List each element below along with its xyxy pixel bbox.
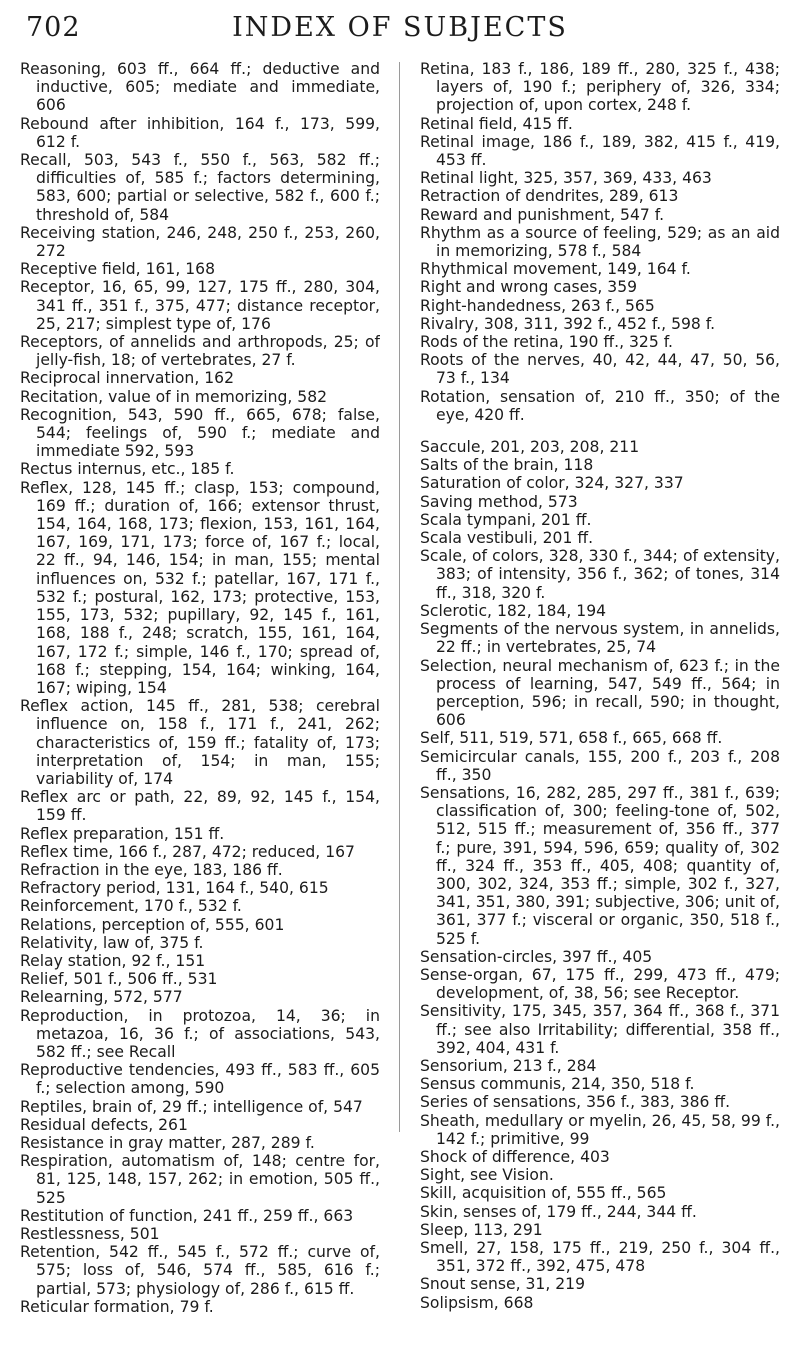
index-entry: Rotation, sensation of, 210 ff., 350; of the eye, 420 ff. bbox=[420, 387, 780, 424]
index-entry: Relations, perception of, 555, 601 bbox=[20, 915, 285, 934]
index-entry: Sight, see Vision. bbox=[420, 1166, 554, 1185]
index-entry: Restitution of function, 241 ff., 259 ff., 663 bbox=[20, 1206, 354, 1225]
index-entry: Rectus internus, etc., 185 f. bbox=[20, 460, 235, 479]
index-entry: Reflex preparation, 151 ff. bbox=[20, 824, 225, 843]
index-entry: Reward and punishment, 547 f. bbox=[420, 205, 665, 224]
index-entry: Reflex arc or path, 22, 89, 92, 145 f., 154, 159 ff. bbox=[20, 788, 380, 825]
page-header bbox=[26, 12, 774, 46]
index-entry: Receiving station, 246, 248, 250 f., 253, 260, 272 bbox=[20, 223, 380, 261]
index-entry: Receptors, of annelids and arthropods, 25; of jelly-fish, 18; of vertebrates, 27 f. bbox=[20, 333, 380, 370]
index-entry: Reciprocal innervation, 162 bbox=[20, 369, 234, 388]
index-entry: Reproductive tendencies, 493 ff., 583 ff., 605 f.; selection among, 590 bbox=[20, 1061, 380, 1098]
index-entry: Smell, 27, 158, 175 ff., 219, 250 f., 304 ff., 351, 372 ff., 392, 475, 478 bbox=[420, 1239, 780, 1276]
index-entry: Roots of the nerves, 40, 42, 44, 47, 50, 56, 73 f., 134 bbox=[420, 351, 780, 388]
right-column-s-entries bbox=[420, 438, 780, 1312]
index-entry: Sensations, 16, 282, 285, 297 ff., 381 f., 639; classification of, 300; feeling-tone of, 502, 512, 515 ff.; measurement of, 356 ff., 377 f.; pure, 391, 594, 596, 659; quality of, 302 ff., 324 ff., 353 ff., 405, 408; quantity of, 300, 302, 324, 353 ff.; simple, 302 f., 327, 341, 351, 380, 391; subjective, 306; unit of, 361, 377 f.; visceral or organic, 350, 518 f., 525 f. bbox=[420, 783, 780, 948]
column-divider bbox=[399, 62, 400, 1132]
index-entry: Series of sensations, 356 f., 383, 386 ff. bbox=[420, 1093, 731, 1112]
index-entry: Saturation of color, 324, 327, 337 bbox=[420, 474, 684, 493]
right-column bbox=[420, 60, 780, 1340]
index-entry: Sensus communis, 214, 350, 518 f. bbox=[420, 1075, 695, 1094]
index-entry: Reptiles, brain of, 29 ff.; intelligence of, 547 bbox=[20, 1097, 363, 1116]
index-entry: Recitation, value of in memorizing, 582 bbox=[20, 387, 328, 406]
index-entry: Right and wrong cases, 359 bbox=[420, 278, 638, 297]
index-entry: Receptive field, 161, 168 bbox=[20, 260, 216, 279]
index-entry: Retraction of dendrites, 289, 613 bbox=[420, 187, 679, 206]
index-entry: Reasoning, 603 ff., 664 ff.; deductive and inductive, 605; mediate and immediate, 606 bbox=[20, 60, 380, 115]
index-entry: Saving method, 573 bbox=[420, 492, 578, 511]
index-entry: Snout sense, 31, 219 bbox=[420, 1275, 586, 1294]
index-entry: Sheath, medullary or myelin, 26, 45, 58, 99 f., 142 f.; primitive, 99 bbox=[420, 1111, 780, 1148]
index-entry: Skin, senses of, 179 ff., 244, 344 ff. bbox=[420, 1202, 697, 1221]
index-entry: Retinal field, 415 ff. bbox=[420, 114, 573, 133]
index-entry: Retina, 183 f., 186, 189 ff., 280, 325 f., 438; layers of, 190 f.; periphery of, 326, 334; projection of, upon cortex, 248 f. bbox=[420, 60, 780, 115]
left-column bbox=[20, 60, 380, 1340]
running-title: INDEX OF SUBJECTS bbox=[232, 12, 568, 43]
index-entry: Retention, 542 ff., 545 f., 572 ff.; curve of, 575; loss of, 546, 574 ff., 585, 616 f.; partial, 573; physiology of, 286 f., 615 ff. bbox=[20, 1243, 380, 1298]
index-entry: Residual defects, 261 bbox=[20, 1115, 188, 1134]
index-entry: Relearning, 572, 577 bbox=[20, 988, 183, 1007]
index-entry: Right-handedness, 263 f., 565 bbox=[420, 296, 655, 315]
index-entry: Sleep, 113, 291 bbox=[420, 1220, 543, 1239]
index-entry: Reinforcement, 170 f., 532 f. bbox=[20, 897, 242, 916]
index-entry: Semicircular canals, 155, 200 f., 203 f., 208 ff., 350 bbox=[420, 747, 780, 784]
index-entry: Restlessness, 501 bbox=[20, 1225, 160, 1243]
index-entry: Rebound after inhibition, 164 f., 173, 599, 612 f. bbox=[20, 114, 380, 151]
index-entry: Relativity, law of, 375 f. bbox=[20, 933, 204, 952]
index-entry: Resistance in gray matter, 287, 289 f. bbox=[20, 1133, 315, 1152]
index-entry: Relay station, 92 f., 151 bbox=[20, 951, 206, 970]
index-entry: Scale, of colors, 328, 330 f., 344; of extensity, 383; of intensity, 356 f., 362; of tones, 314 ff., 318, 320 f. bbox=[420, 547, 780, 602]
index-entry: Recall, 503, 543 f., 550 f., 563, 582 ff.; difficulties of, 585 f.; factors determining, 583, 600; partial or selective, 582 f., 600 f.; threshold of, 584 bbox=[20, 151, 380, 224]
index-entry: Segments of the nervous system, in annelids, 22 ff.; in vertebrates, 25, 74 bbox=[420, 620, 780, 657]
index-entry: Solipsism, 668 bbox=[420, 1293, 534, 1312]
index-entry: Skill, acquisition of, 555 ff., 565 bbox=[420, 1184, 667, 1203]
index-entry: Sclerotic, 182, 184, 194 bbox=[420, 601, 607, 620]
index-entry: Relief, 501 f., 506 ff., 531 bbox=[20, 970, 218, 989]
index-entry: Salts of the brain, 118 bbox=[420, 456, 594, 475]
index-entry: Scala vestibuli, 201 ff. bbox=[420, 529, 594, 548]
index-entry: Reflex, 128, 145 ff.; clasp, 153; compound, 169 ff.; duration of, 166; extensor thrust, 154, 164, 168, 173; flexion, 153, 161, 164, 167, 169, 171, 173; force of, 167 f.; local, 22 ff., 94, 146, 154; in man, 155; mental influences on, 532 f.; patellar, 167, 171 f., 532 f.; postural, 162, 173; protective, 153, 155, 173, 532; pupillary, 92, 145 f., 161, 168, 188 f., 248; scratch, 155, 161, 164, 167, 172 f.; simple, 146 f., 170; spread of, 168 f.; stepping, 154, 164; winking, 164, 167; wiping, 154 bbox=[20, 478, 380, 697]
page-number: 702 bbox=[26, 12, 81, 43]
index-entry: Sensorium, 213 f., 284 bbox=[420, 1056, 597, 1075]
index-entry: Rivalry, 308, 311, 392 f., 452 f., 598 f. bbox=[420, 314, 716, 333]
index-entry: Retinal image, 186 f., 189, 382, 415 f., 419, 453 ff. bbox=[420, 132, 780, 170]
index-entry: Sense-organ, 67, 175 ff., 299, 473 ff., 479; development, of, 38, 56; see Receptor. bbox=[420, 965, 780, 1003]
letter-gap bbox=[420, 424, 780, 438]
index-entry: Sensation-circles, 397 ff., 405 bbox=[420, 947, 653, 966]
index-entry: Selection, neural mechanism of, 623 f.; in the process of learning, 547, 549 ff., 564; in perception, 596; in recall, 590; in thought, 606 bbox=[420, 656, 780, 730]
index-entry: Respiration, automatism of, 148; centre for, 81, 125, 148, 157, 262; in emotion, 505 ff., 525 bbox=[20, 1152, 380, 1207]
index-entry: Sensitivity, 175, 345, 357, 364 ff., 368 f., 371 ff.; see also Irritability; differential, 358 ff., 392, 404, 431 f. bbox=[420, 1002, 780, 1057]
index-columns bbox=[20, 60, 784, 1340]
index-entry: Scala tympani, 201 ff. bbox=[420, 510, 592, 529]
index-entry: Reflex time, 166 f., 287, 472; reduced, 167 bbox=[20, 842, 355, 861]
index-entry: Refraction in the eye, 183, 186 ff. bbox=[20, 860, 283, 879]
index-entry: Rhythmical movement, 149, 164 f. bbox=[420, 260, 691, 279]
index-entry: Rhythm as a source of feeling, 529; as an aid in memorizing, 578 f., 584 bbox=[420, 223, 780, 261]
index-entry: Saccule, 201, 203, 208, 211 bbox=[420, 438, 640, 457]
index-entry: Self, 511, 519, 571, 658 f., 665, 668 ff. bbox=[420, 729, 723, 748]
index-entry: Refractory period, 131, 164 f., 540, 615 bbox=[20, 879, 329, 898]
index-entry: Shock of difference, 403 bbox=[420, 1147, 610, 1166]
right-column-r-entries bbox=[420, 60, 780, 424]
index-entry: Rods of the retina, 190 ff., 325 f. bbox=[420, 333, 674, 352]
index-entry: Recognition, 543, 590 ff., 665, 678; false, 544; feelings of, 590 f.; mediate and immediate 592, 593 bbox=[20, 405, 380, 461]
index-entry: Reproduction, in protozoa, 14, 36; in metazoa, 16, 36 f.; of associations, 543, 582 ff.; see Recall bbox=[20, 1006, 380, 1061]
index-entry: Reticular formation, 79 f. bbox=[20, 1297, 214, 1316]
index-entry: Receptor, 16, 65, 99, 127, 175 ff., 280, 304, 341 ff., 351 f., 375, 477; distance receptor, 25, 217; simplest type of, 176 bbox=[20, 278, 380, 333]
index-entry: Retinal light, 325, 357, 369, 433, 463 bbox=[420, 169, 712, 188]
index-entry: Reflex action, 145 ff., 281, 538; cerebral influence on, 158 f., 171 f., 241, 262; characteristics of, 159 ff.; fatality of, 173; interpretation of, 154; in man, 155; variability of, 174 bbox=[20, 697, 380, 788]
